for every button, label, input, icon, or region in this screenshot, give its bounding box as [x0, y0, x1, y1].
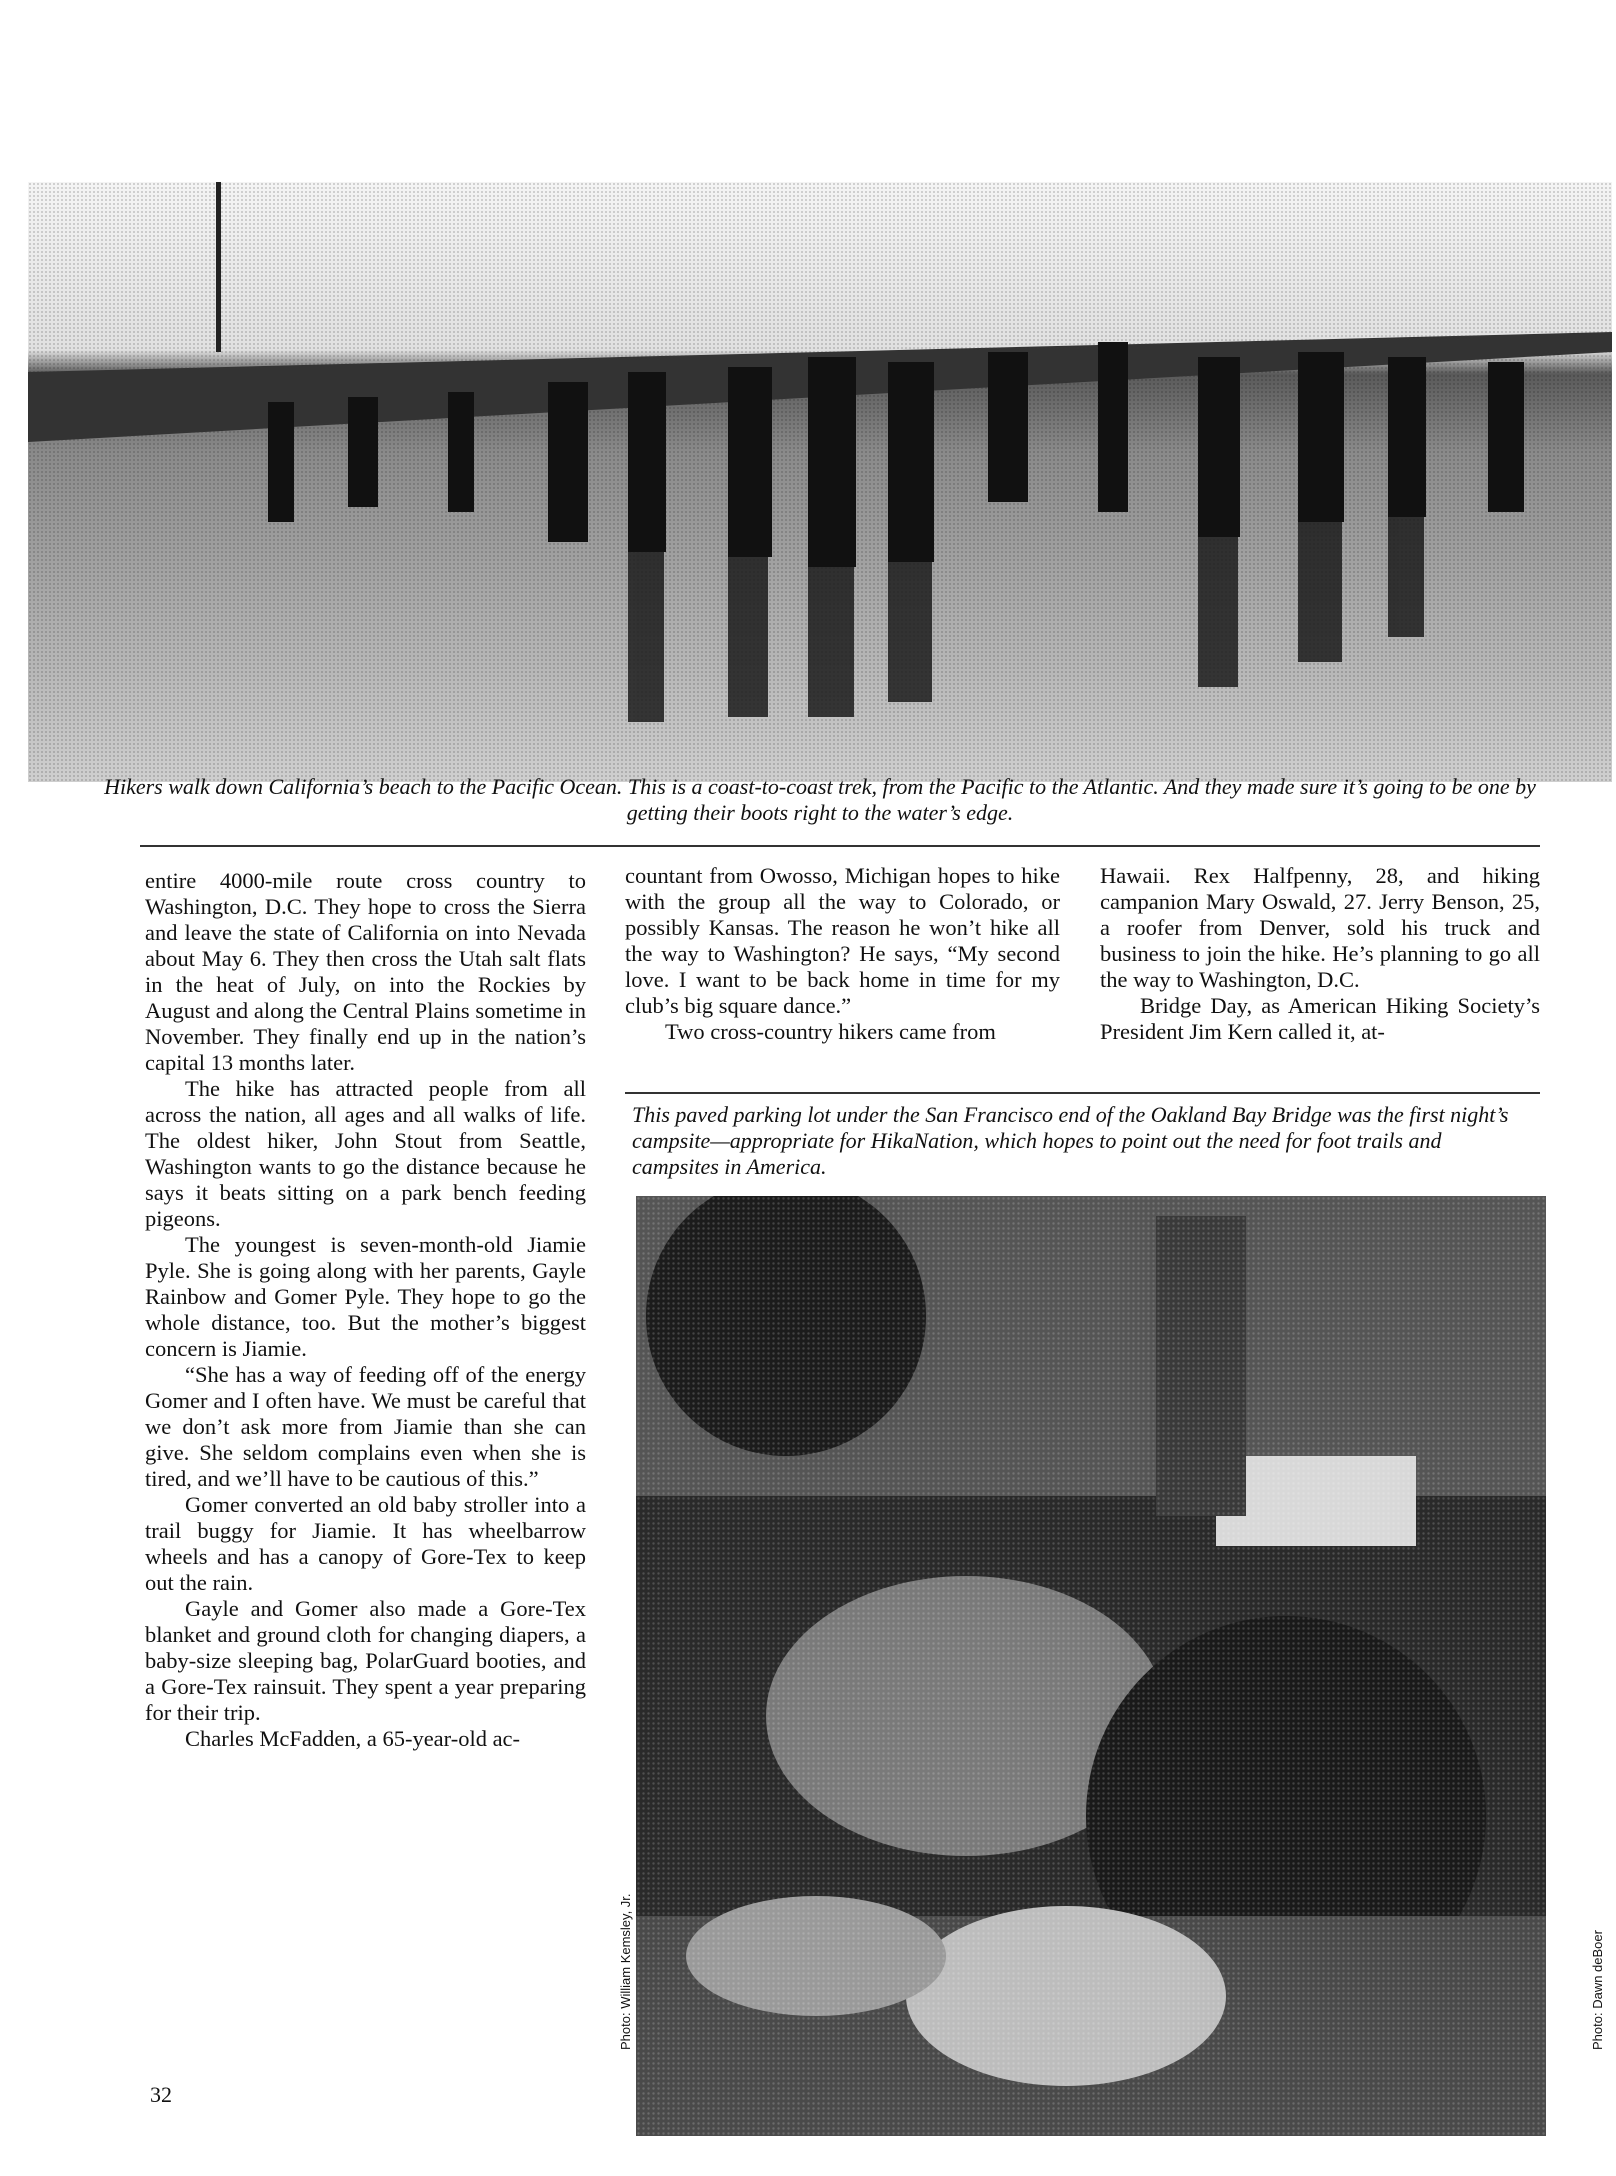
paragraph: “She has a way of feeding off of the energy Gomer and I often have. We must be careful that we don’t ask more from Jiamie than she can give. She seldom complains even when she is tired, and we’ll have to be cautious of this.”: [145, 1362, 586, 1491]
bottom-photo-caption: This paved parking lot under the San Francisco end of the Oakland Bay Bridge was the first night’s campsite—appropriate for HikaNation, which hopes to point out the need for foot trails and campsites in America.: [632, 1102, 1509, 1179]
article-column-2: [625, 863, 1060, 1045]
paragraph: Two cross-country hikers came from: [665, 1019, 996, 1044]
article-column-1: [145, 868, 586, 1752]
top-photo-caption: Hikers walk down California’s beach to the Pacific Ocean. This is a coast-to-coast trek, from the Pacific to the Atlantic. And they made sure it’s going to be one by getting their boots right to the water’s edge.: [104, 774, 1536, 825]
caption-divider: [140, 845, 1540, 847]
paragraph: Gayle and Gomer also made a Gore-Tex blanket and ground cloth for changing diapers, a baby-size sleeping bag, PolarGuard booties, and a Gore-Tex rainsuit. They spent a year preparing for their trip.: [145, 1596, 586, 1725]
photo-credit-kemsley: Photo: William Kemsley, Jr.: [618, 1893, 633, 2050]
paragraph: Charles McFadden, a 65-year-old ac-: [185, 1726, 521, 1751]
campsite-photo: [636, 1196, 1546, 2136]
paragraph: The youngest is seven-month-old Jiamie Pyle. She is going along with her parents, Gayle Rainbow and Gomer Pyle. They hope to go the whole distance, too. But the mother’s biggest concern is Jiamie.: [145, 1232, 586, 1361]
paragraph: entire 4000-mile route cross country to Washington, D.C. They hope to cross the Sierra and leave the state of California on into Nevada about May 6. They then cross the Utah salt flats in the heat of July, on into the Rockies by August and along the Central Plains sometime in November. They finally end up in the nation’s capital 13 months later.: [145, 868, 586, 1075]
article-column-3: [1100, 863, 1540, 1045]
hikers-beach-photo: [28, 182, 1612, 782]
paragraph: countant from Owosso, Michigan hopes to hike with the group all the way to Colorado, or possibly Kansas. The reason he won’t hike all the way to Washington? He says, “My second love. I want to be back home in time for my club’s big square dance.”: [625, 863, 1060, 1018]
hikers-beach-image: [28, 182, 1612, 782]
paragraph: Bridge Day, as American Hiking Society’s President Jim Kern called it, at-: [1100, 993, 1540, 1044]
page-number: 32: [150, 2082, 172, 2107]
paragraph: Gomer converted an old baby stroller into a trail buggy for Jiamie. It has wheelbarrow wheels and has a canopy of Gore-Tex to keep out the rain.: [145, 1492, 586, 1595]
paragraph: The hike has attracted people from all across the nation, all ages and all walks of life. The oldest hiker, John Stout from Seattle, Washington wants to go the distance because he says it beats sitting on a park bench feeding pigeons.: [145, 1076, 586, 1231]
photo-credit-deboer: Photo: Dawn deBoer: [1590, 1930, 1605, 2050]
caption-divider: [625, 1092, 1540, 1094]
campsite-image: [636, 1196, 1546, 2136]
paragraph: Hawaii. Rex Halfpenny, 28, and hiking campanion Mary Oswald, 27. Jerry Benson, 25, a roofer from Denver, sold his truck and business to join the hike. He’s planning to go all the way to Washington, D.C.: [1100, 863, 1540, 992]
